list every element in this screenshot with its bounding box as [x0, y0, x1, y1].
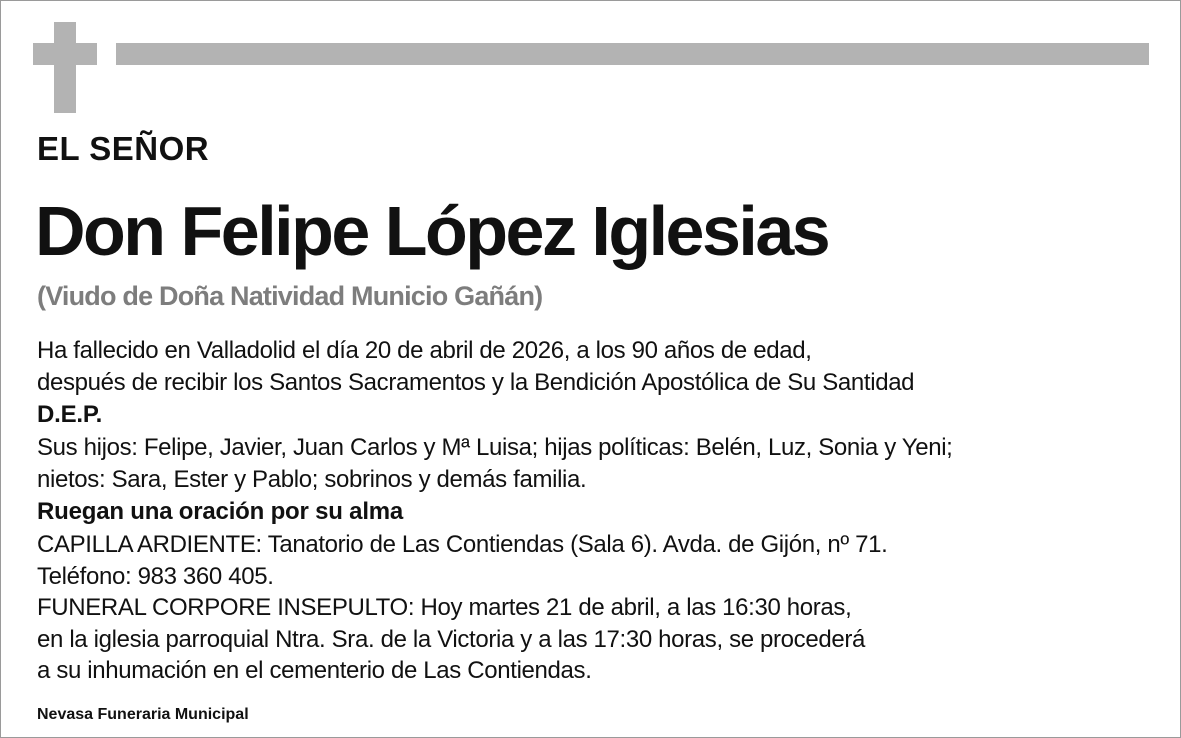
honorific-prefix: EL SEÑOR — [37, 130, 210, 167]
family-line: nietos: Sara, Ester y Pablo; sobrinos y demás familia. — [37, 465, 587, 493]
ceremony-line: Teléfono: 983 360 405. — [37, 562, 274, 590]
death-announcement-line: Ha fallecido en Valladolid el día 20 de abril de 2026, a los 90 años de edad, — [37, 337, 812, 364]
dep-label: D.E.P. — [37, 401, 103, 428]
funeral-home-name: Nevasa Funeraria Municipal — [37, 706, 249, 723]
spouse-note: (Viudo de Doña Natividad Municio Gañán) — [37, 281, 543, 311]
prayer-request: Ruegan una oración por su alma — [37, 498, 404, 525]
deceased-name: Don Felipe López Iglesias — [35, 192, 829, 270]
ceremony-line: CAPILLA ARDIENTE: Tanatorio de Las Contiendas (Sala 6). Avda. de Gijón, nº 71. — [37, 531, 888, 558]
ceremony-line: FUNERAL CORPORE INSEPULTO: Hoy martes 21 de abril, a las 16:30 horas, — [37, 594, 852, 621]
death-announcement-line: después de recibir los Santos Sacramentos y la Bendición Apostólica de Su Santidad — [37, 368, 915, 396]
ceremony-line: a su inhumación en el cementerio de Las Contiendas. — [37, 657, 592, 684]
cross-vertical-bar — [54, 22, 76, 113]
ceremony-line: en la iglesia parroquial Ntra. Sra. de la Victoria y a las 17:30 horas, se procederá — [37, 625, 865, 653]
cross-horizontal-bar — [33, 43, 97, 65]
header-rule — [116, 43, 1149, 65]
notice-body — [37, 335, 1157, 687]
family-line: Sus hijos: Felipe, Javier, Juan Carlos y Mª Luisa; hijas políticas: Belén, Luz, Sonia y Yeni; — [37, 434, 953, 461]
